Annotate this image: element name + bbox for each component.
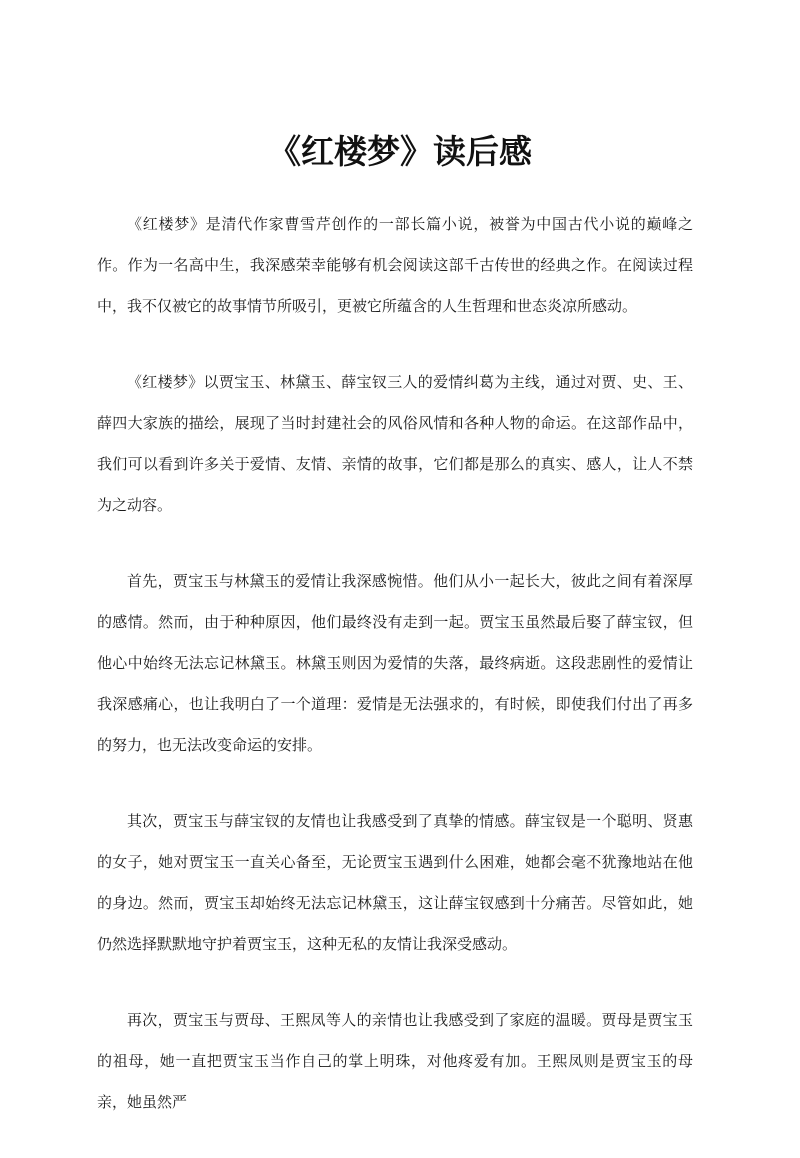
paragraph-5: 再次，贾宝玉与贾母、王熙凤等人的亲情也让我感受到了家庭的温暖。贾母是贾宝玉的祖母，她一直把贾宝玉当作自己的掌上明珠，对他疼爱有加。王熙凤则是贾宝玉的母亲，她虽然严 xyxy=(97,1011,693,1111)
document-body xyxy=(97,204,693,1158)
paragraph-1: 《红楼梦》是清代作家曹雪芹创作的一部长篇小说，被誉为中国古代小说的巅峰之作。作为一名高中生，我深感荣幸能够有机会阅读这部千古传世的经典之作。在阅读过程中，我不仅被它的故事情节所吸引，更被它所蕴含的人生哲理和世态炎凉所感动。 xyxy=(97,215,693,315)
document-title: 《红楼梦》读后感 xyxy=(268,132,532,171)
paragraph-3: 首先，贾宝玉与林黛玉的爱情让我深感惋惜。他们从小一起长大，彼此之间有着深厚的感情。然而，由于种种原因，他们最终没有走到一起。贾宝玉虽然最后娶了薛宝钗，但他心中始终无法忘记林黛玉。林黛玉则因为爱情的失落，最终病逝。这段悲剧性的爱情让我深感痛心，也让我明白了一个道理：爱情是无法强求的，有时候，即使我们付出了再多的努力，也无法改变命运的安排。 xyxy=(97,572,693,754)
paragraph-2: 《红楼梦》以贾宝玉、林黛玉、薛宝钗三人的爱情纠葛为主线，通过对贾、史、王、薛四大家族的描绘，展现了当时封建社会的风俗风情和各种人物的命运。在这部作品中，我们可以看到许多关于爱情、友情、亲情的故事，它们都是那么的真实、感人，让人不禁为之动容。 xyxy=(97,373,693,514)
paragraph-4: 其次，贾宝玉与薛宝钗的友情也让我感受到了真挚的情感。薛宝钗是一个聪明、贤惠的女子，她对贾宝玉一直关心备至，无论贾宝玉遇到什么困难，她都会毫不犹豫地站在他的身边。然而，贾宝玉却始终无法忘记林黛玉，这让薛宝钗感到十分痛苦。尽管如此，她仍然选择默默地守护着贾宝玉，这种无私的友情让我深受感动。 xyxy=(97,812,693,953)
